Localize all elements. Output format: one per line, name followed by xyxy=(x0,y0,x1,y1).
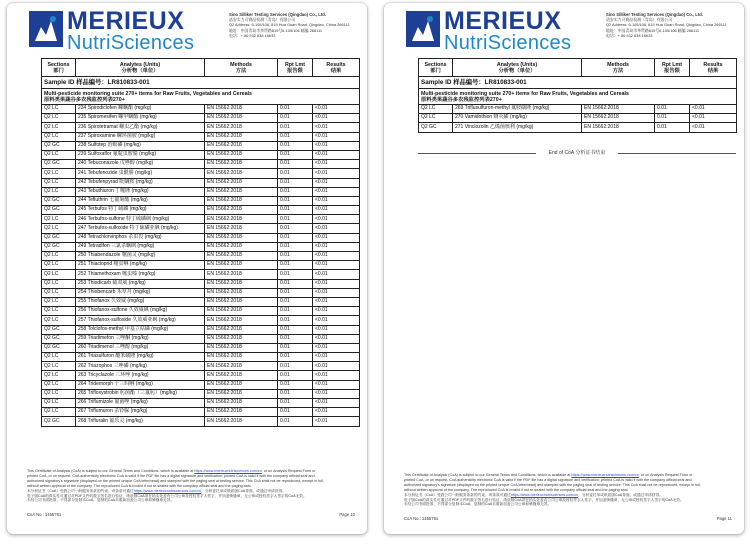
cell-rpt-lmt: 0.01 xyxy=(278,371,313,380)
cell-result: <0.01 xyxy=(313,114,360,123)
logo-wordmark-bottom: NutriSciences xyxy=(444,32,572,54)
table-row xyxy=(42,371,360,380)
cell-result: <0.01 xyxy=(313,270,360,279)
cell-analyte: 246 Terbufos-sulfone 特丁硫磷砜 (mg/kg) xyxy=(76,215,205,224)
table-row xyxy=(42,362,360,371)
cell-rpt-lmt: 0.01 xyxy=(278,196,313,205)
cell-result: <0.01 xyxy=(313,150,360,159)
table-row xyxy=(42,141,360,150)
company-address-cn: 地址：中国青岛市华贯路819号6-105/106 邮编 266111 xyxy=(606,27,700,33)
cell-method: EN 15662:2018 xyxy=(205,399,278,408)
cell-rpt-lmt: 0.01 xyxy=(278,297,313,306)
cell-rpt-lmt: 0.01 xyxy=(278,169,313,178)
cell-analyte: 269 Triflusulfuron-methyl 氟胺磺隆 (mg/kg) xyxy=(453,105,582,114)
table-row xyxy=(42,343,360,352)
cell-method: EN 15662:2018 xyxy=(582,105,655,114)
col-analytes: Analytes (Units) 分析物（单位） xyxy=(453,59,582,77)
coa-number: CoA No.: 1455761 xyxy=(404,516,439,521)
sample-id: Sample ID 样品编号：LR810833-001 xyxy=(419,77,737,89)
cell-result: <0.01 xyxy=(313,132,360,141)
cell-analyte: 252 Thiamethoxam 噻虫嗪 (mg/kg) xyxy=(76,270,205,279)
cell-analyte: 237 Spiroxamine 螺环菌胺 (mg/kg) xyxy=(76,132,205,141)
cell-section: Q2 GC xyxy=(419,123,453,132)
company-name-en: Sino Silliker Testing Services (Qingdao) Co., Ltd. xyxy=(229,12,326,17)
table-row xyxy=(42,288,360,297)
cell-result: <0.01 xyxy=(313,325,360,334)
cell-method: EN 15662:2018 xyxy=(205,279,278,288)
table-row xyxy=(42,380,360,389)
page-header xyxy=(384,3,744,59)
cell-method: EN 15662:2018 xyxy=(582,114,655,123)
cell-result: <0.01 xyxy=(313,408,360,417)
cell-section: Q2 GC xyxy=(42,141,76,150)
cell-result: <0.01 xyxy=(313,353,360,362)
suite-title: Multi-pesticide monitoring suite 270+ items for Raw Fruits, Vegetables and Cereals 原料类果蔬谷多农残监控列表270+ xyxy=(42,89,360,105)
table-row xyxy=(42,132,360,141)
cell-rpt-lmt: 0.01 xyxy=(278,316,313,325)
cell-rpt-lmt: 0.01 xyxy=(278,334,313,343)
cell-rpt-lmt: 0.01 xyxy=(278,288,313,297)
cell-rpt-lmt: 0.01 xyxy=(278,123,313,132)
table-row xyxy=(42,307,360,316)
cell-method: EN 15662:2018 xyxy=(205,206,278,215)
cell-method: EN 15662:2018 xyxy=(205,215,278,224)
cell-section: Q2 LC xyxy=(42,215,76,224)
legal-footer: This Certificate of Analysis (CoA) is subject to our General Terms and Conditions, which is available at https://www.merieuxnutrisciences.com/cn, or on Analysis Request Form or printed CoA, or on request. CoA authenticity electronic CoA is valid if the PDF file has a digital signature and verification; printed CoA is valid if with the company official seal and authorized signatory's signature (displayed on the printed unique CoA letterhead) and stamped with the paging seal of testing service. This CoA shall not be reproduced, except in full, without written approval of the company. The reproduced CoA is invalid if not re-sealed with the company official seal and the paging seal. 本分析证书（CoA）受我公司一般服务条款的约束，该条款可通过https://www.merieuxnutrisciences.com/cn，分析委托单或纸质版CoA背面，或通过申请获得。 电子版CoA的真实性可通过对PDF文件的数字签名进行验证，纸质版CoA须在抬头处盖有公司公章及授权签字人签字，并加盖骑缝章，无公章或授权签字人签字的CoA无效。 未经公司书面批准，不得部分复制本CoA，复制的CoA未重新加盖公司公章和骑缝章无效。 xyxy=(27,469,324,503)
cell-analyte: 242 Tebufenpyrad 吡螨胺 (mg/kg) xyxy=(76,178,205,187)
cell-section: Q2 LC xyxy=(42,353,76,362)
table-row xyxy=(42,334,360,343)
cell-section: Q2 LC xyxy=(42,187,76,196)
cell-method: EN 15662:2018 xyxy=(582,123,655,132)
company-address xyxy=(606,12,742,38)
cell-result: <0.01 xyxy=(313,233,360,242)
cell-analyte: 244 Tefluthrin 七氟菊酯 (mg/kg) xyxy=(76,196,205,205)
cell-section: Q2 LC xyxy=(42,362,76,371)
cell-rpt-lmt: 0.01 xyxy=(655,123,690,132)
table-row xyxy=(42,123,360,132)
cell-rpt-lmt: 0.01 xyxy=(278,353,313,362)
cell-method: EN 15662:2018 xyxy=(205,252,278,261)
cell-analyte: 253 Thiodicarb 硫双威 (mg/kg) xyxy=(76,279,205,288)
cell-analyte: 248 Tetrachlorvinphos 杀虫畏 (mg/kg) xyxy=(76,233,205,242)
cell-method: EN 15662:2018 xyxy=(205,150,278,159)
cell-analyte: 266 Triflumizole 氟菌唑 (mg/kg) xyxy=(76,399,205,408)
cell-method: EN 15662:2018 xyxy=(205,187,278,196)
sample-id: Sample ID 样品编号：LR810833-001 xyxy=(42,77,360,89)
cell-result: <0.01 xyxy=(313,316,360,325)
page-number: Page 10 xyxy=(339,512,355,517)
table-row xyxy=(42,353,360,362)
cell-rpt-lmt: 0.01 xyxy=(278,325,313,334)
cell-analyte: 251 Thiacloprid 噻虫啉 (mg/kg) xyxy=(76,261,205,270)
cell-analyte: 258 Tolclofos-methyl 甲基立枯磷 (mg/kg) xyxy=(76,325,205,334)
cell-analyte: 259 Triadimefon 三唑酮 (mg/kg) xyxy=(76,334,205,343)
cell-section: Q2 GC xyxy=(42,343,76,352)
cell-method: EN 15662:2018 xyxy=(205,178,278,187)
cell-section: Q2 GC xyxy=(42,242,76,251)
company-address-en: Q2 Address: 6-105/106, 819 Hua Guan Road, Qingdao, China 266111 xyxy=(229,22,350,28)
cell-method: EN 15662:2018 xyxy=(205,224,278,233)
cell-rpt-lmt: 0.01 xyxy=(278,114,313,123)
cell-rpt-lmt: 0.01 xyxy=(278,343,313,352)
terms-link[interactable]: https://www.merieuxnutrisciences.com/cn xyxy=(194,469,262,473)
cell-analyte: 271 Vinclozolin 乙烯菌核利 (mg/kg) xyxy=(453,123,582,132)
results-table xyxy=(418,58,737,133)
cell-section: Q2 LC xyxy=(42,252,76,261)
cell-analyte: 239 Sulfoxaflor 氟啶虫胺腈 (mg/kg) xyxy=(76,150,205,159)
table-row xyxy=(42,187,360,196)
terms-link-cn[interactable]: https://www.merieuxnutrisciences.com/cn xyxy=(510,492,579,497)
cell-analyte: 235 Spiromesifen 螺甲螨酯 (mg/kg) xyxy=(76,114,205,123)
cell-analyte: 265 Trifloxystrobin 肟菌酯（三氟肟）(mg/kg) xyxy=(76,389,205,398)
cell-result: <0.01 xyxy=(313,362,360,371)
end-of-coa-text: End of CoA 分析证书结束 xyxy=(548,150,606,156)
cell-analyte: 250 Thiabendazole 噻菌灵 (mg/kg) xyxy=(76,252,205,261)
cell-result: <0.01 xyxy=(313,307,360,316)
col-sections: Sections 部门 xyxy=(42,59,76,77)
cell-rpt-lmt: 0.01 xyxy=(278,132,313,141)
company-name-cn: 诺安实力可商品检测（青岛）有限公司 xyxy=(229,17,296,23)
cell-method: EN 15662:2018 xyxy=(205,389,278,398)
cell-rpt-lmt: 0.01 xyxy=(278,362,313,371)
cell-rpt-lmt: 0.01 xyxy=(278,261,313,270)
cell-section: Q2 GC xyxy=(42,417,76,426)
cell-method: EN 15662:2018 xyxy=(205,270,278,279)
cell-section: Q2 GC xyxy=(42,233,76,242)
table-row xyxy=(42,215,360,224)
table-row xyxy=(42,408,360,417)
sample-id-row xyxy=(42,77,360,89)
company-address-cn: 地址：中国青岛市华贯路819号6-105/106 邮编 266111 xyxy=(229,27,323,33)
cell-section: Q2 LC xyxy=(42,307,76,316)
table-row xyxy=(42,206,360,215)
cell-section: Q2 GC xyxy=(42,325,76,334)
merieux-logo-icon xyxy=(29,11,63,47)
cell-method: EN 15662:2018 xyxy=(205,169,278,178)
coa-number: CoA No.: 1455761 xyxy=(27,512,62,517)
cell-section: Q2 LC xyxy=(42,169,76,178)
cell-result: <0.01 xyxy=(313,141,360,150)
cell-rpt-lmt: 0.01 xyxy=(278,279,313,288)
cell-analyte: 261 Triasulfuron 醚苯磺隆 (mg/kg) xyxy=(76,353,205,362)
col-results: Results 结果 xyxy=(313,59,360,77)
cell-section: Q2 LC xyxy=(42,288,76,297)
cell-method: EN 15662:2018 xyxy=(205,132,278,141)
cell-result: <0.01 xyxy=(313,252,360,261)
cell-section: Q2 GC xyxy=(42,196,76,205)
cell-result: <0.01 xyxy=(690,105,737,114)
col-results: Results 结果 xyxy=(690,59,737,77)
cell-method: EN 15662:2018 xyxy=(205,288,278,297)
table-row xyxy=(42,169,360,178)
cell-method: EN 15662:2018 xyxy=(205,196,278,205)
cell-analyte: 249 Tetradifon 三氯杀螨砜 (mg/kg) xyxy=(76,242,205,251)
cell-method: EN 15662:2018 xyxy=(205,353,278,362)
cell-rpt-lmt: 0.01 xyxy=(278,233,313,242)
cell-result: <0.01 xyxy=(313,160,360,169)
cell-rpt-lmt: 0.01 xyxy=(278,150,313,159)
cell-rpt-lmt: 0.01 xyxy=(278,242,313,251)
cell-rpt-lmt: 0.01 xyxy=(278,141,313,150)
cell-rpt-lmt: 0.01 xyxy=(655,105,690,114)
cell-analyte: 241 Tebufenozide 虫酰肼 (mg/kg) xyxy=(76,169,205,178)
cell-result: <0.01 xyxy=(313,279,360,288)
cell-rpt-lmt: 0.01 xyxy=(278,178,313,187)
cell-section: Q2 LC xyxy=(42,178,76,187)
cell-section: Q2 LC xyxy=(419,114,453,123)
cell-analyte: 236 Spirotetramat 螺虫乙酯 (mg/kg) xyxy=(76,123,205,132)
cell-method: EN 15662:2018 xyxy=(205,141,278,150)
cell-section: Q2 LC xyxy=(42,105,76,114)
cell-analyte: 267 Triflumuron 杀铃脲 (mg/kg) xyxy=(76,408,205,417)
col-rpt-lmt: Rpt Lmt 报告限 xyxy=(655,59,690,77)
cell-rpt-lmt: 0.01 xyxy=(278,417,313,426)
cell-rpt-lmt: 0.01 xyxy=(278,215,313,224)
cell-rpt-lmt: 0.01 xyxy=(278,252,313,261)
merieux-logo-icon xyxy=(406,11,440,47)
col-sections: Sections 部门 xyxy=(419,59,453,77)
cell-rpt-lmt: 0.01 xyxy=(278,160,313,169)
table-row xyxy=(42,105,360,114)
cell-method: EN 15662:2018 xyxy=(205,343,278,352)
cell-method: EN 15662:2018 xyxy=(205,325,278,334)
cell-result: <0.01 xyxy=(313,389,360,398)
cell-result: <0.01 xyxy=(313,261,360,270)
cell-method: EN 15662:2018 xyxy=(205,105,278,114)
cell-section: Q2 LC xyxy=(419,105,453,114)
table-row xyxy=(419,123,737,132)
cell-method: EN 15662:2018 xyxy=(205,417,278,426)
table-row xyxy=(42,196,360,205)
company-address-en: Q2 Address: 6-105/106, 819 Hua Guan Road, Qingdao, China 266111 xyxy=(606,22,727,28)
cell-result: <0.01 xyxy=(313,169,360,178)
coa-page-right xyxy=(384,3,744,534)
table-row xyxy=(42,316,360,325)
cell-section: Q2 LC xyxy=(42,270,76,279)
cell-method: EN 15662:2018 xyxy=(205,123,278,132)
cell-analyte: 260 Triadimenol 三唑醇 (mg/kg) xyxy=(76,343,205,352)
table-row xyxy=(42,150,360,159)
cell-section: Q2 LC xyxy=(42,150,76,159)
end-of-coa xyxy=(418,150,736,157)
table-row xyxy=(42,160,360,169)
company-address xyxy=(229,12,365,38)
table-row xyxy=(42,270,360,279)
table-row xyxy=(42,399,360,408)
results-table xyxy=(41,58,360,427)
cell-section: Q2 LC xyxy=(42,279,76,288)
cell-method: EN 15662:2018 xyxy=(205,261,278,270)
cell-result: <0.01 xyxy=(313,297,360,306)
col-analytes: Analytes (Units) 分析物（单位） xyxy=(76,59,205,77)
cell-section: Q2 LC xyxy=(42,389,76,398)
cell-result: <0.01 xyxy=(313,288,360,297)
logo-wordmark-top: MERIEUX xyxy=(67,7,185,35)
cell-section: Q2 LC xyxy=(42,224,76,233)
page-number: Page 11 xyxy=(716,516,732,521)
cell-analyte: 257 Thiofanox-sulfoxide 久效威亚砜 (mg/kg) xyxy=(76,316,205,325)
cell-method: EN 15662:2018 xyxy=(205,307,278,316)
table-row xyxy=(42,279,360,288)
cell-result: <0.01 xyxy=(313,417,360,426)
cell-method: EN 15662:2018 xyxy=(205,362,278,371)
company-tel: 电话：+ 86 532 838 16633 xyxy=(229,32,276,38)
cell-analyte: 256 Thiofanox-sulfone 久效威砜 (mg/kg) xyxy=(76,307,205,316)
cell-rpt-lmt: 0.01 xyxy=(278,399,313,408)
cell-analyte: 243 Tebuthiuron 丁噻隆 (mg/kg) xyxy=(76,187,205,196)
suite-title-row xyxy=(419,89,737,105)
table-row xyxy=(42,297,360,306)
legal-footer: This Certificate of Analysis (CoA) is subject to our General Terms and Conditions, which is available at https://www.merieuxnutrisciences.com/cn, or on Analysis Request Form or printed CoA, or on request. CoA authenticity electronic CoA is valid if the PDF file has a digital signature and verification; printed CoA is valid if with the company official seal and authorized signatory's signature (displayed on the printed unique CoA letterhead) and stamped with the paging seal of testing service. This CoA shall not be reproduced, except in full, without written approval of the company. The reproduced CoA is invalid if not re-sealed with the company official seal and the paging seal. 本分析证书（CoA）受我公司一般服务条款的约束，该条款可通过https://www.merieuxnutrisciences.com/cn，分析委托单或纸质版CoA背面，或通过申请获得。 电子版CoA的真实性可通过对PDF文件的数字签名进行验证，纸质版CoA须在抬头处盖有公司公章及授权签字人签字，并加盖骑缝章，无公章或授权签字人签字的CoA无效。 未经公司书面批准，不得部分复制本CoA，复制的CoA未重新加盖公司公章和骑缝章无效。 xyxy=(404,473,701,507)
terms-link-cn[interactable]: https://www.merieuxnutrisciences.com/cn xyxy=(133,488,202,493)
cell-method: EN 15662:2018 xyxy=(205,160,278,169)
table-row xyxy=(42,325,360,334)
cell-section: Q2 LC xyxy=(42,261,76,270)
cell-analyte: 268 Trifluralin 氟乐灵 (mg/kg) xyxy=(76,417,205,426)
table-row xyxy=(42,242,360,251)
cell-analyte: 254 Thiobencarb 禾草丹 (mg/kg) xyxy=(76,288,205,297)
table-row xyxy=(42,389,360,398)
page-header xyxy=(7,3,367,59)
cell-section: Q2 LC xyxy=(42,399,76,408)
sample-id-row xyxy=(419,77,737,89)
cell-result: <0.01 xyxy=(313,380,360,389)
cell-rpt-lmt: 0.01 xyxy=(278,408,313,417)
cell-method: EN 15662:2018 xyxy=(205,408,278,417)
cell-analyte: 262 Triazophos 三唑磷 (mg/kg) xyxy=(76,362,205,371)
cell-analyte: 240 Tebuconazole 戊唑醇 (mg/kg) xyxy=(76,160,205,169)
col-methods: Methods 方法 xyxy=(582,59,655,77)
cell-result: <0.01 xyxy=(313,196,360,205)
logo-wordmark-bottom: NutriSciences xyxy=(67,32,195,54)
cell-method: EN 15662:2018 xyxy=(205,297,278,306)
cell-method: EN 15662:2018 xyxy=(205,380,278,389)
cell-method: EN 15662:2018 xyxy=(205,334,278,343)
cell-result: <0.01 xyxy=(313,178,360,187)
cell-rpt-lmt: 0.01 xyxy=(278,307,313,316)
cell-result: <0.01 xyxy=(313,206,360,215)
table-row xyxy=(42,233,360,242)
suite-title: Multi-pesticide monitoring suite 270+ items for Raw Fruits, Vegetables and Cereals 原料类果蔬谷多农残监控列表270+ xyxy=(419,89,737,105)
cell-analyte: 270 Vamidothion 蚜灭磷 (mg/kg) xyxy=(453,114,582,123)
cell-result: <0.01 xyxy=(313,242,360,251)
cell-method: EN 15662:2018 xyxy=(205,114,278,123)
cell-rpt-lmt: 0.01 xyxy=(278,187,313,196)
company-name-cn: 诺安实力可商品检测（青岛）有限公司 xyxy=(606,17,673,23)
cell-rpt-lmt: 0.01 xyxy=(278,380,313,389)
table-row xyxy=(42,224,360,233)
cell-result: <0.01 xyxy=(313,343,360,352)
cell-method: EN 15662:2018 xyxy=(205,233,278,242)
table-header-row xyxy=(419,59,737,77)
cell-result: <0.01 xyxy=(313,215,360,224)
col-rpt-lmt: Rpt Lmt 报告限 xyxy=(278,59,313,77)
cell-result: <0.01 xyxy=(690,114,737,123)
cell-analyte: 247 Terbufos-sulfoxide 特丁硫磷亚砜 (mg/kg) xyxy=(76,224,205,233)
cell-method: EN 15662:2018 xyxy=(205,242,278,251)
cell-rpt-lmt: 0.01 xyxy=(278,270,313,279)
cell-rpt-lmt: 0.01 xyxy=(278,206,313,215)
cell-method: EN 15662:2018 xyxy=(205,316,278,325)
table-row xyxy=(42,114,360,123)
table-header-row xyxy=(42,59,360,77)
cell-section: Q2 LC xyxy=(42,408,76,417)
table-row xyxy=(42,417,360,426)
cell-method: EN 15662:2018 xyxy=(205,371,278,380)
cell-section: Q2 LC xyxy=(42,371,76,380)
cell-section: Q2 LC xyxy=(42,297,76,306)
cell-analyte: 234 Spirodiclofen 螺螨酯 (mg/kg) xyxy=(76,105,205,114)
cell-section: Q2 LC xyxy=(42,114,76,123)
col-methods: Methods 方法 xyxy=(205,59,278,77)
cell-analyte: 255 Thiofanox 久效威 (mg/kg) xyxy=(76,297,205,306)
cell-result: <0.01 xyxy=(313,399,360,408)
cell-section: Q2 GC xyxy=(42,334,76,343)
company-tel: 电话：+ 86 532 838 16633 xyxy=(606,32,653,38)
table-row xyxy=(42,178,360,187)
cell-result: <0.01 xyxy=(313,123,360,132)
cell-rpt-lmt: 0.01 xyxy=(278,389,313,398)
company-name-en: Sino Silliker Testing Services (Qingdao) Co., Ltd. xyxy=(606,12,703,17)
cell-analyte: 264 Tridemorph 十三吗啉 (mg/kg) xyxy=(76,380,205,389)
suite-title-row xyxy=(42,89,360,105)
cell-result: <0.01 xyxy=(313,334,360,343)
table-row xyxy=(42,261,360,270)
cell-analyte: 245 Terbufos 特丁硫磷 (mg/kg) xyxy=(76,206,205,215)
cell-result: <0.01 xyxy=(313,224,360,233)
cell-section: Q2 GC xyxy=(42,206,76,215)
terms-link[interactable]: https://www.merieuxnutrisciences.com/cn xyxy=(571,473,639,477)
cell-section: Q2 LC xyxy=(42,380,76,389)
table-row xyxy=(419,105,737,114)
cell-section: Q2 LC xyxy=(42,123,76,132)
cell-rpt-lmt: 0.01 xyxy=(278,224,313,233)
cell-analyte: 238 Sulfotep 治螟磷 (mg/kg) xyxy=(76,141,205,150)
cell-section: Q2 GC xyxy=(42,160,76,169)
coa-page-left xyxy=(7,3,367,534)
cell-rpt-lmt: 0.01 xyxy=(655,114,690,123)
cell-result: <0.01 xyxy=(313,371,360,380)
cell-result: <0.01 xyxy=(313,105,360,114)
cell-section: Q2 LC xyxy=(42,132,76,141)
cell-analyte: 263 Tricyclazole 三环唑 (mg/kg) xyxy=(76,371,205,380)
cell-section: Q2 LC xyxy=(42,316,76,325)
table-row xyxy=(419,114,737,123)
cell-result: <0.01 xyxy=(690,123,737,132)
cell-result: <0.01 xyxy=(313,187,360,196)
logo-wordmark-top: MERIEUX xyxy=(444,7,562,35)
cell-rpt-lmt: 0.01 xyxy=(278,105,313,114)
table-row xyxy=(42,252,360,261)
